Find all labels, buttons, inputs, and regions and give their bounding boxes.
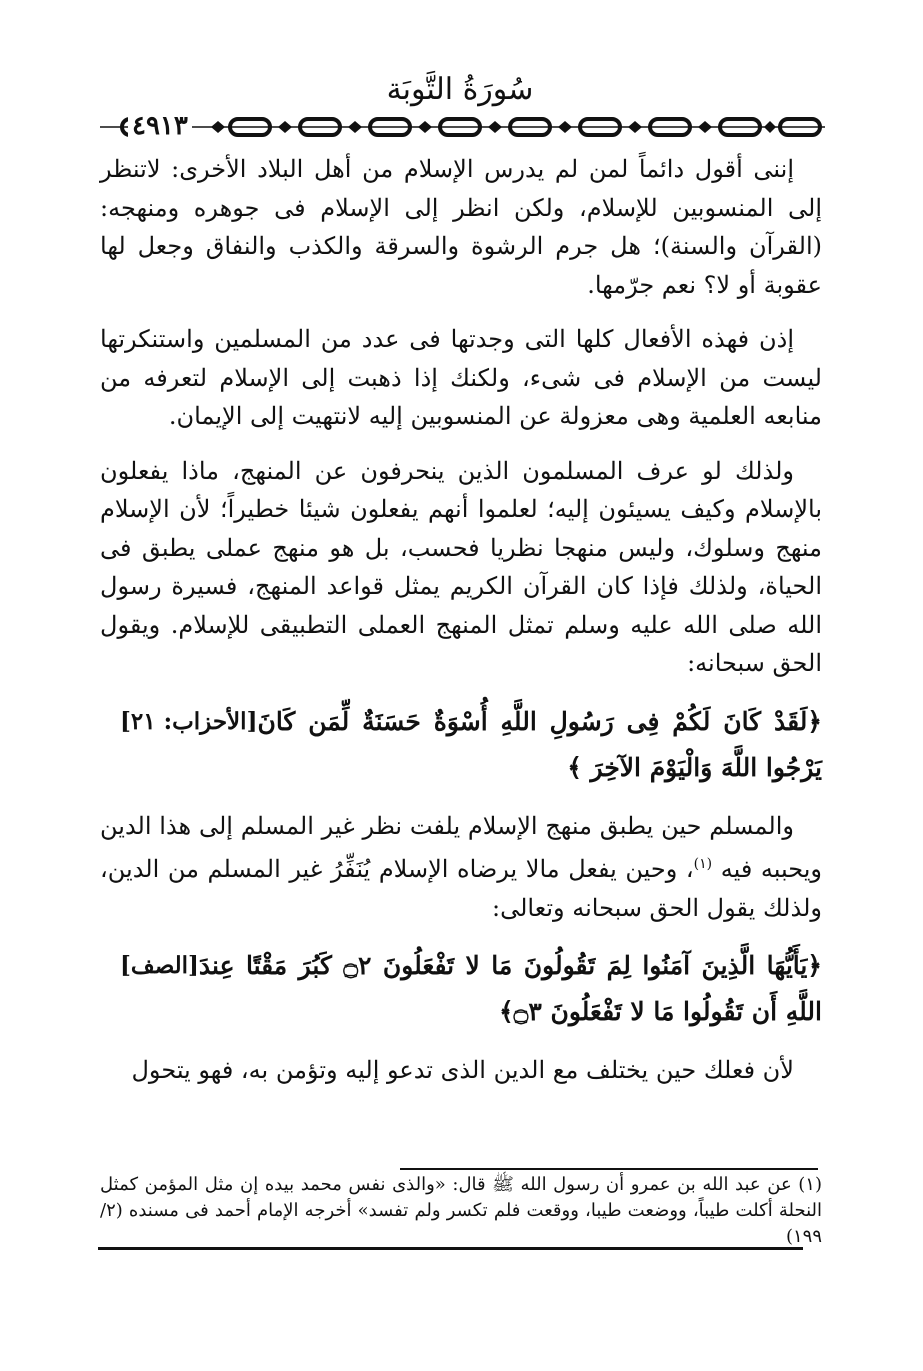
paragraph-5: لأن فعلك حين يختلف مع الدين الذى تدعو إليه وتؤمن به، فهو يتحول (131, 1056, 794, 1084)
verse-block-2 (100, 943, 822, 1035)
page-body (100, 150, 822, 1090)
page-number: ٤٩١٣ (128, 111, 192, 141)
footnote: (١) عن عبد الله بن عمرو أن رسول الله ﷺ قال: «والذى نفس محمد بيده إن مثل المؤمن كمثل النحلة أكلت طيباً، ووضعت طيبا، ووقعت فلم تكسر ولم تفسد» أخرجه الإمام أحمد فى مسنده (٢/ ١٩٩) (100, 1174, 822, 1247)
paragraph-3: ولذلك لو عرف المسلمون الذين ينحرفون عن المنهج، ماذا يفعلون بالإسلام وكيف يسيئون إليه؛ لعلموا أنهم يفعلون شيئا خطيراً؛ لأن الإسلام منهج وسلوك، وليس منهجا نظريا فحسب، بل هو منهج عملى يطبق فى الحياة، ولذلك فإذا كان القرآن الكريم يمثل قواعد المنهج، فسيرة رسول الله صلى الله عليه وسلم تمثل المنهج العملى التطبيقى للإسلام. ويقول الحق سبحانه: (100, 456, 822, 677)
footnote-marker: (١) (693, 856, 713, 872)
paragraph-4-part-b: ، وحين يفعل مالا يرضاه الإسلام يُنَفِّرُ غير المسلم من الدين، ولذلك يقول الحق سبحانه وتعالى: (100, 855, 822, 922)
bottom-rule (98, 1247, 803, 1250)
decorative-chain-border (100, 112, 825, 142)
verse-reference-2: [الصف] (120, 952, 199, 979)
verse-block-1 (100, 699, 822, 791)
verse-reference-1: [الأحزاب: ٢١] (120, 707, 258, 735)
paragraph-4-part-a: والمسلم حين يطبق منهج الإسلام يلفت نظر غير المسلم إلى هذا الدين ويحببه فيه (100, 811, 823, 883)
paragraph-2: إذن فهذه الأفعال كلها التى وجدتها فى عدد من المسلمين واستنكرتها ليست من الإسلام فى شىء، ولكنك إذا ذهبت إلى الإسلام لتعرفه من منابعه العلمية وهى معزولة عن المنسوبين إليه لانتهيت إلى الإيمان. (100, 325, 822, 430)
surah-title: سُورَةُ التَّوبَة (386, 72, 534, 107)
quran-verse-1: ﴿لَقَدْ كَانَ لَكُمْ فِى رَسُولِ اللَّهِ أُسْوَةٌ حَسَنَةٌ لِّمَن كَانَ يَرْجُوا اللَّهَ وَالْيَوْمَ الآخِرَ ﴾ (257, 706, 822, 782)
quran-verse-2: ﴿يَأَيُّهَا الَّذِينَ آمَنُوا لِمَ تَقُولُونَ مَا لا تَفْعَلُونَ ۝٢ كَبُرَ مَقْتًا عِندَ اللَّهِ أَن تَقُولُوا مَا لا تَفْعَلُونَ ۝٣﴾ (198, 951, 823, 1026)
paragraph-4 (100, 807, 822, 928)
footnote-divider (400, 1168, 818, 1170)
paragraph-1: إننى أقول دائماً لمن لم يدرس الإسلام من أهل البلاد الأخرى: لاتنظر إلى المنسوبين للإسلام، ولكن انظر إلى الإسلام فى جوهره ومنهجه: (القرآن والسنة)؛ هل جرم الرشوة والسرقة والكذب والنفاق وجعل لها عقوبة أو لا؟ نعم جرّمها. (100, 155, 822, 299)
